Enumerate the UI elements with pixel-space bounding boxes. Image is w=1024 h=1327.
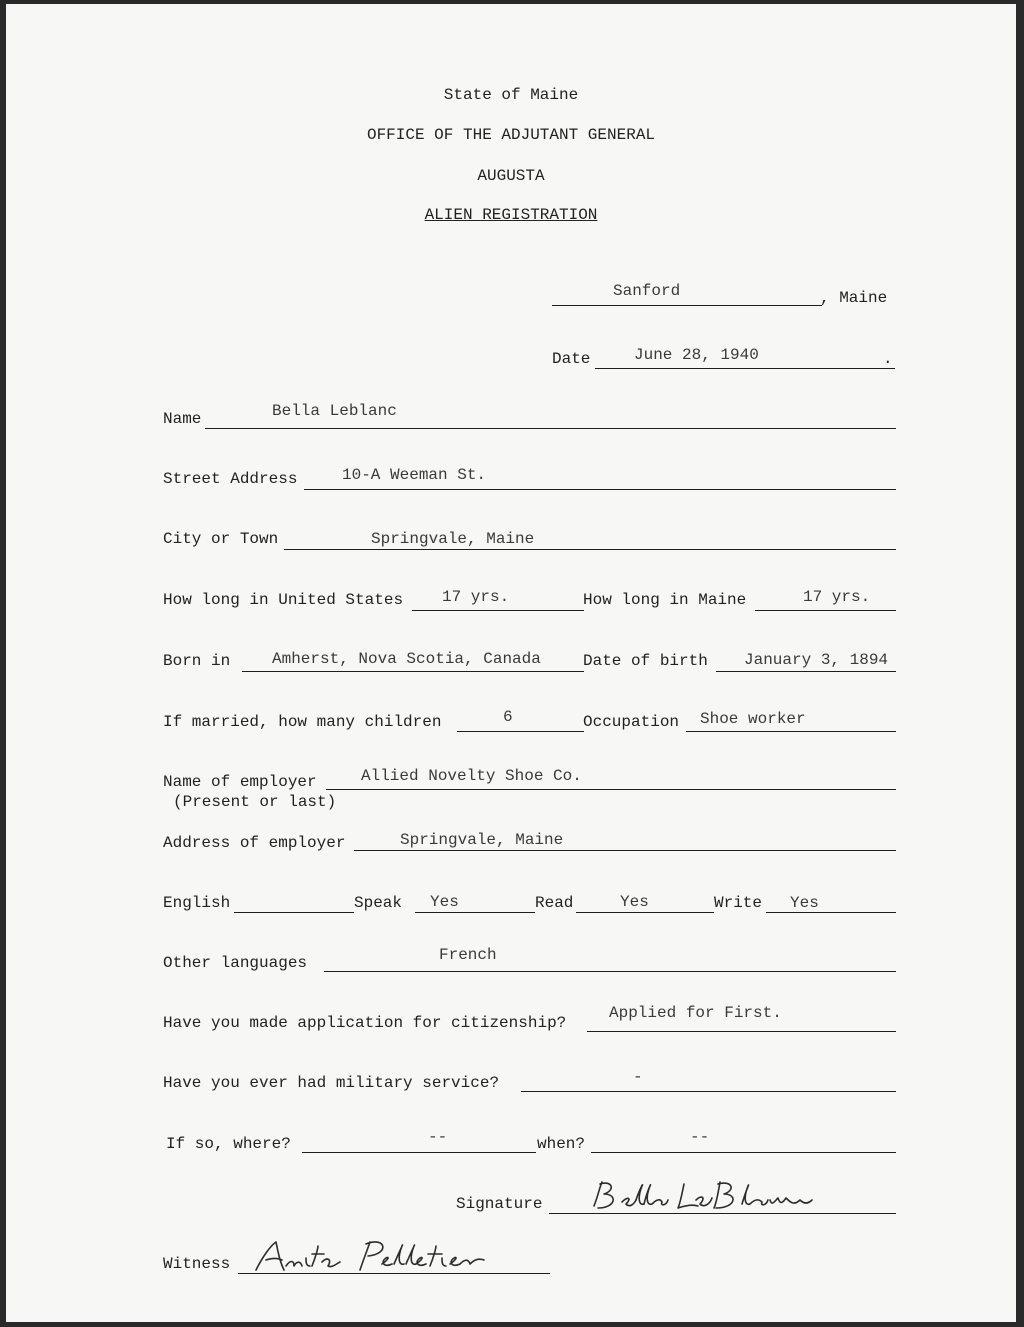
witness-handwriting [250, 1232, 520, 1280]
write-line [766, 912, 896, 913]
employer-value: Allied Novelty Shoe Co. [361, 767, 582, 785]
us-value: 17 yrs. [442, 588, 510, 606]
citizenship-label: Have you made application for citizenship? [163, 1014, 567, 1032]
military-line [521, 1091, 896, 1092]
children-label: If married, how many children [163, 713, 442, 731]
english-line [234, 912, 354, 913]
city-line [284, 549, 896, 550]
born-line [242, 671, 584, 672]
employer-sublabel: (Present or last) [173, 793, 337, 811]
speak-value: Yes [430, 893, 459, 911]
location-line [552, 305, 822, 306]
speak-label: Speak [354, 894, 403, 912]
occupation-value: Shoe worker [700, 710, 806, 728]
languages-value: French [439, 946, 497, 964]
speak-line [415, 912, 535, 913]
employer-line [326, 789, 896, 790]
employer-address-value: Springvale, Maine [400, 831, 564, 849]
date-value: June 28, 1940 [634, 346, 759, 364]
employer-address-line [354, 850, 896, 851]
languages-label: Other languages [163, 954, 308, 972]
write-value: Yes [790, 894, 819, 912]
where-value: -- [428, 1128, 448, 1146]
header-city: AUGUSTA [477, 167, 545, 185]
where-label: If so, where? [166, 1135, 291, 1153]
born-label: Born in [163, 652, 231, 670]
city-value: Springvale, Maine [371, 530, 535, 548]
dob-line [716, 671, 896, 672]
maine-label: How long in Maine [583, 591, 747, 609]
children-value: 6 [503, 708, 513, 726]
born-value: Amherst, Nova Scotia, Canada [272, 650, 541, 668]
name-line [205, 428, 896, 429]
languages-line [324, 971, 896, 972]
citizenship-line [587, 1031, 896, 1032]
english-label: English [163, 894, 231, 912]
read-line [576, 912, 714, 913]
occupation-label: Occupation [583, 713, 680, 731]
street-line [304, 489, 896, 490]
signature-handwriting [586, 1176, 826, 1220]
signature-label: Signature [456, 1195, 543, 1213]
where-line [302, 1152, 536, 1153]
when-line [591, 1152, 896, 1153]
location-value: Sanford [613, 282, 681, 300]
maine-value: 17 yrs. [803, 588, 871, 606]
read-label: Read [535, 894, 574, 912]
name-label: Name [163, 410, 202, 428]
military-value: - [633, 1068, 643, 1086]
header-state: State of Maine [443, 86, 579, 104]
citizenship-value: Applied for First. [609, 1004, 782, 1022]
street-value: 10-A Weeman St. [342, 466, 487, 484]
witness-label: Witness [163, 1255, 231, 1273]
maine-line [755, 610, 896, 611]
occupation-line [686, 731, 896, 732]
dob-label: Date of birth [583, 652, 708, 670]
name-value: Bella Leblanc [272, 402, 397, 420]
dob-value: January 3, 1894 [744, 651, 889, 669]
children-line [457, 731, 584, 732]
military-label: Have you ever had military service? [163, 1074, 500, 1092]
date-end: . [883, 350, 893, 368]
header-office: OFFICE OF THE ADJUTANT GENERAL [366, 126, 656, 144]
location-suffix: , Maine [820, 289, 888, 307]
date-label: Date [552, 350, 591, 368]
us-line [412, 610, 584, 611]
when-value: -- [690, 1128, 710, 1146]
registration-form [6, 4, 1016, 1322]
us-label: How long in United States [163, 591, 404, 609]
street-label: Street Address [163, 470, 298, 488]
date-line [595, 368, 895, 369]
when-label: when? [537, 1135, 586, 1153]
read-value: Yes [620, 893, 649, 911]
city-label: City or Town [163, 530, 279, 548]
write-label: Write [714, 894, 763, 912]
employer-address-label: Address of employer [163, 834, 346, 852]
form-title: ALIEN REGISTRATION [424, 206, 598, 224]
employer-label: Name of employer [163, 773, 317, 791]
